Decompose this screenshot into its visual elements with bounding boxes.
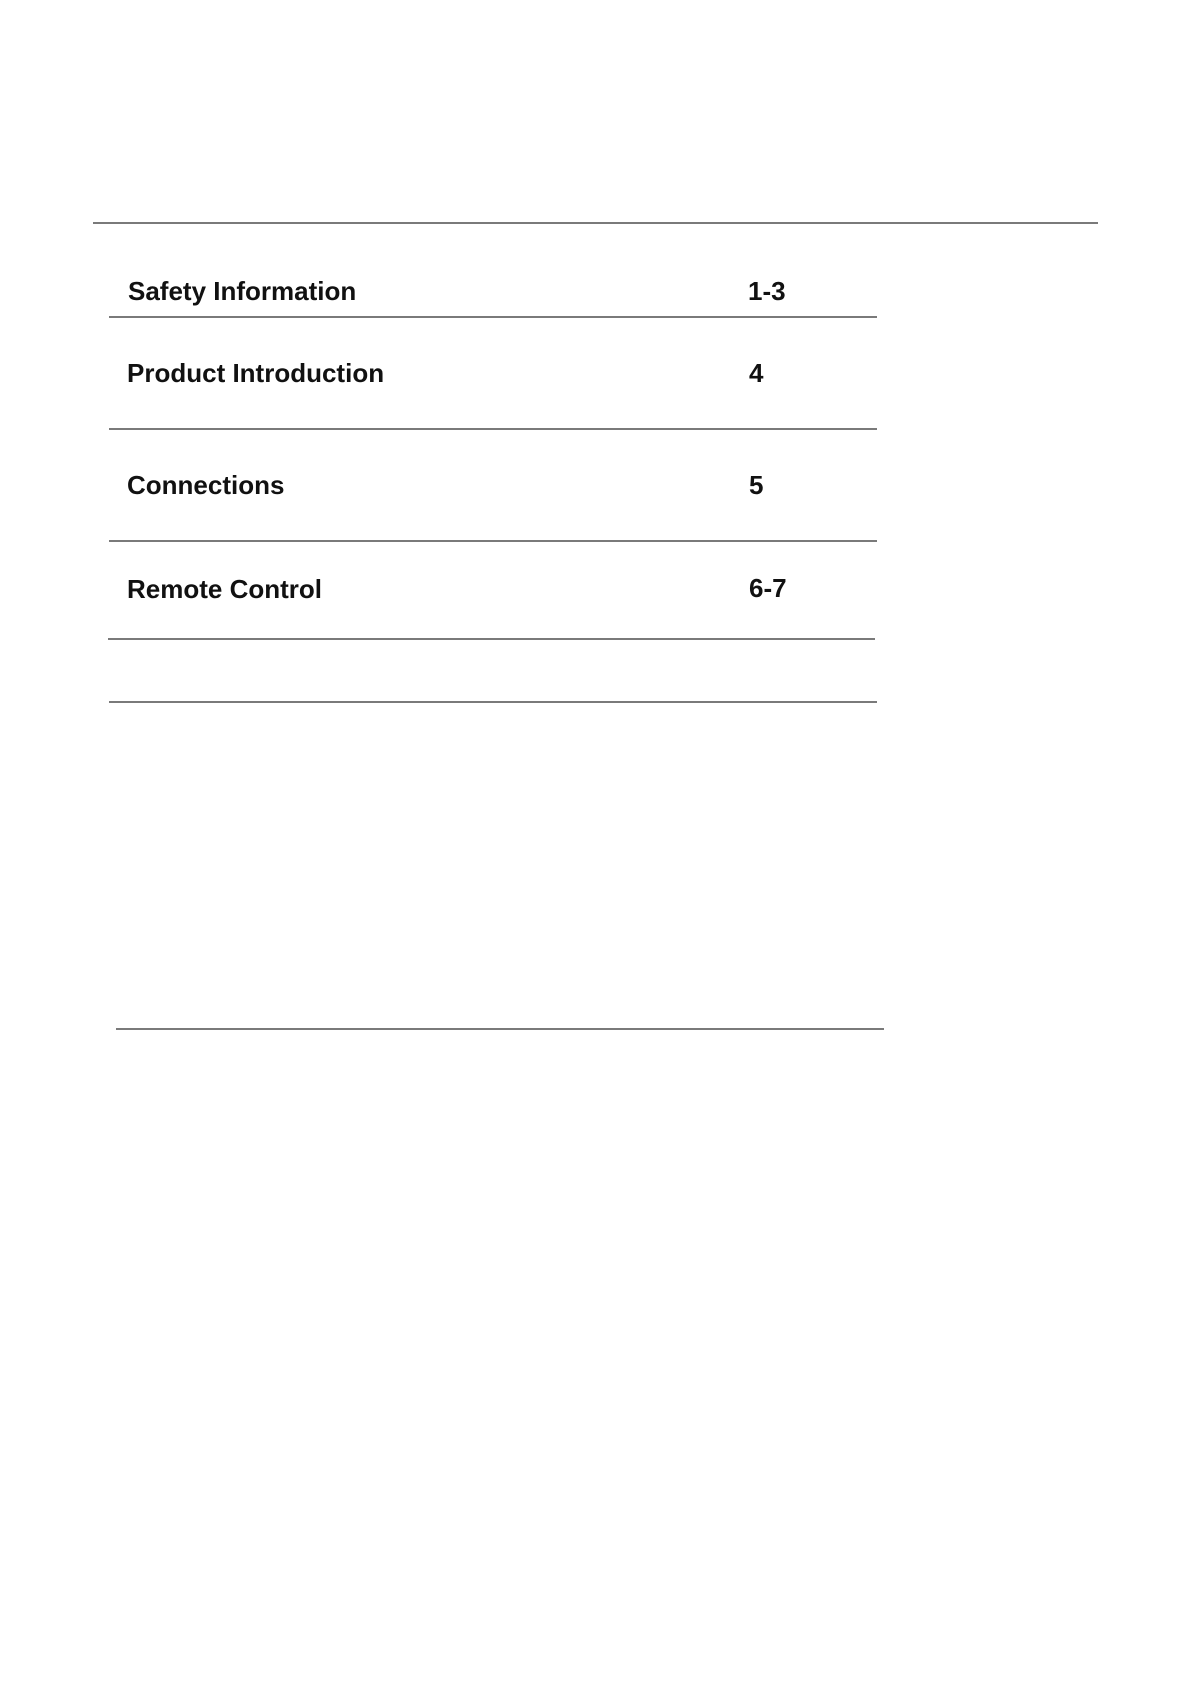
- top-divider: [93, 222, 1098, 224]
- toc-entry-page-number: 5: [749, 470, 764, 500]
- toc-divider: [109, 540, 877, 542]
- toc-entry-title: Product Introduction: [127, 358, 385, 388]
- toc-entry-page-number: 1-3: [748, 276, 786, 306]
- toc-divider: [108, 638, 875, 640]
- bottom-divider: [116, 1028, 884, 1030]
- toc-divider: [109, 316, 877, 318]
- toc-entry-title: Safety Information: [128, 276, 357, 306]
- toc-entry-page-number: 4: [749, 358, 764, 388]
- toc-entry-title: Connections: [127, 470, 285, 500]
- toc-entry-title: Remote Control: [127, 574, 322, 604]
- toc-divider: [109, 428, 877, 430]
- toc-divider: [109, 701, 877, 703]
- toc-entry-page-number: 6-7: [749, 573, 787, 603]
